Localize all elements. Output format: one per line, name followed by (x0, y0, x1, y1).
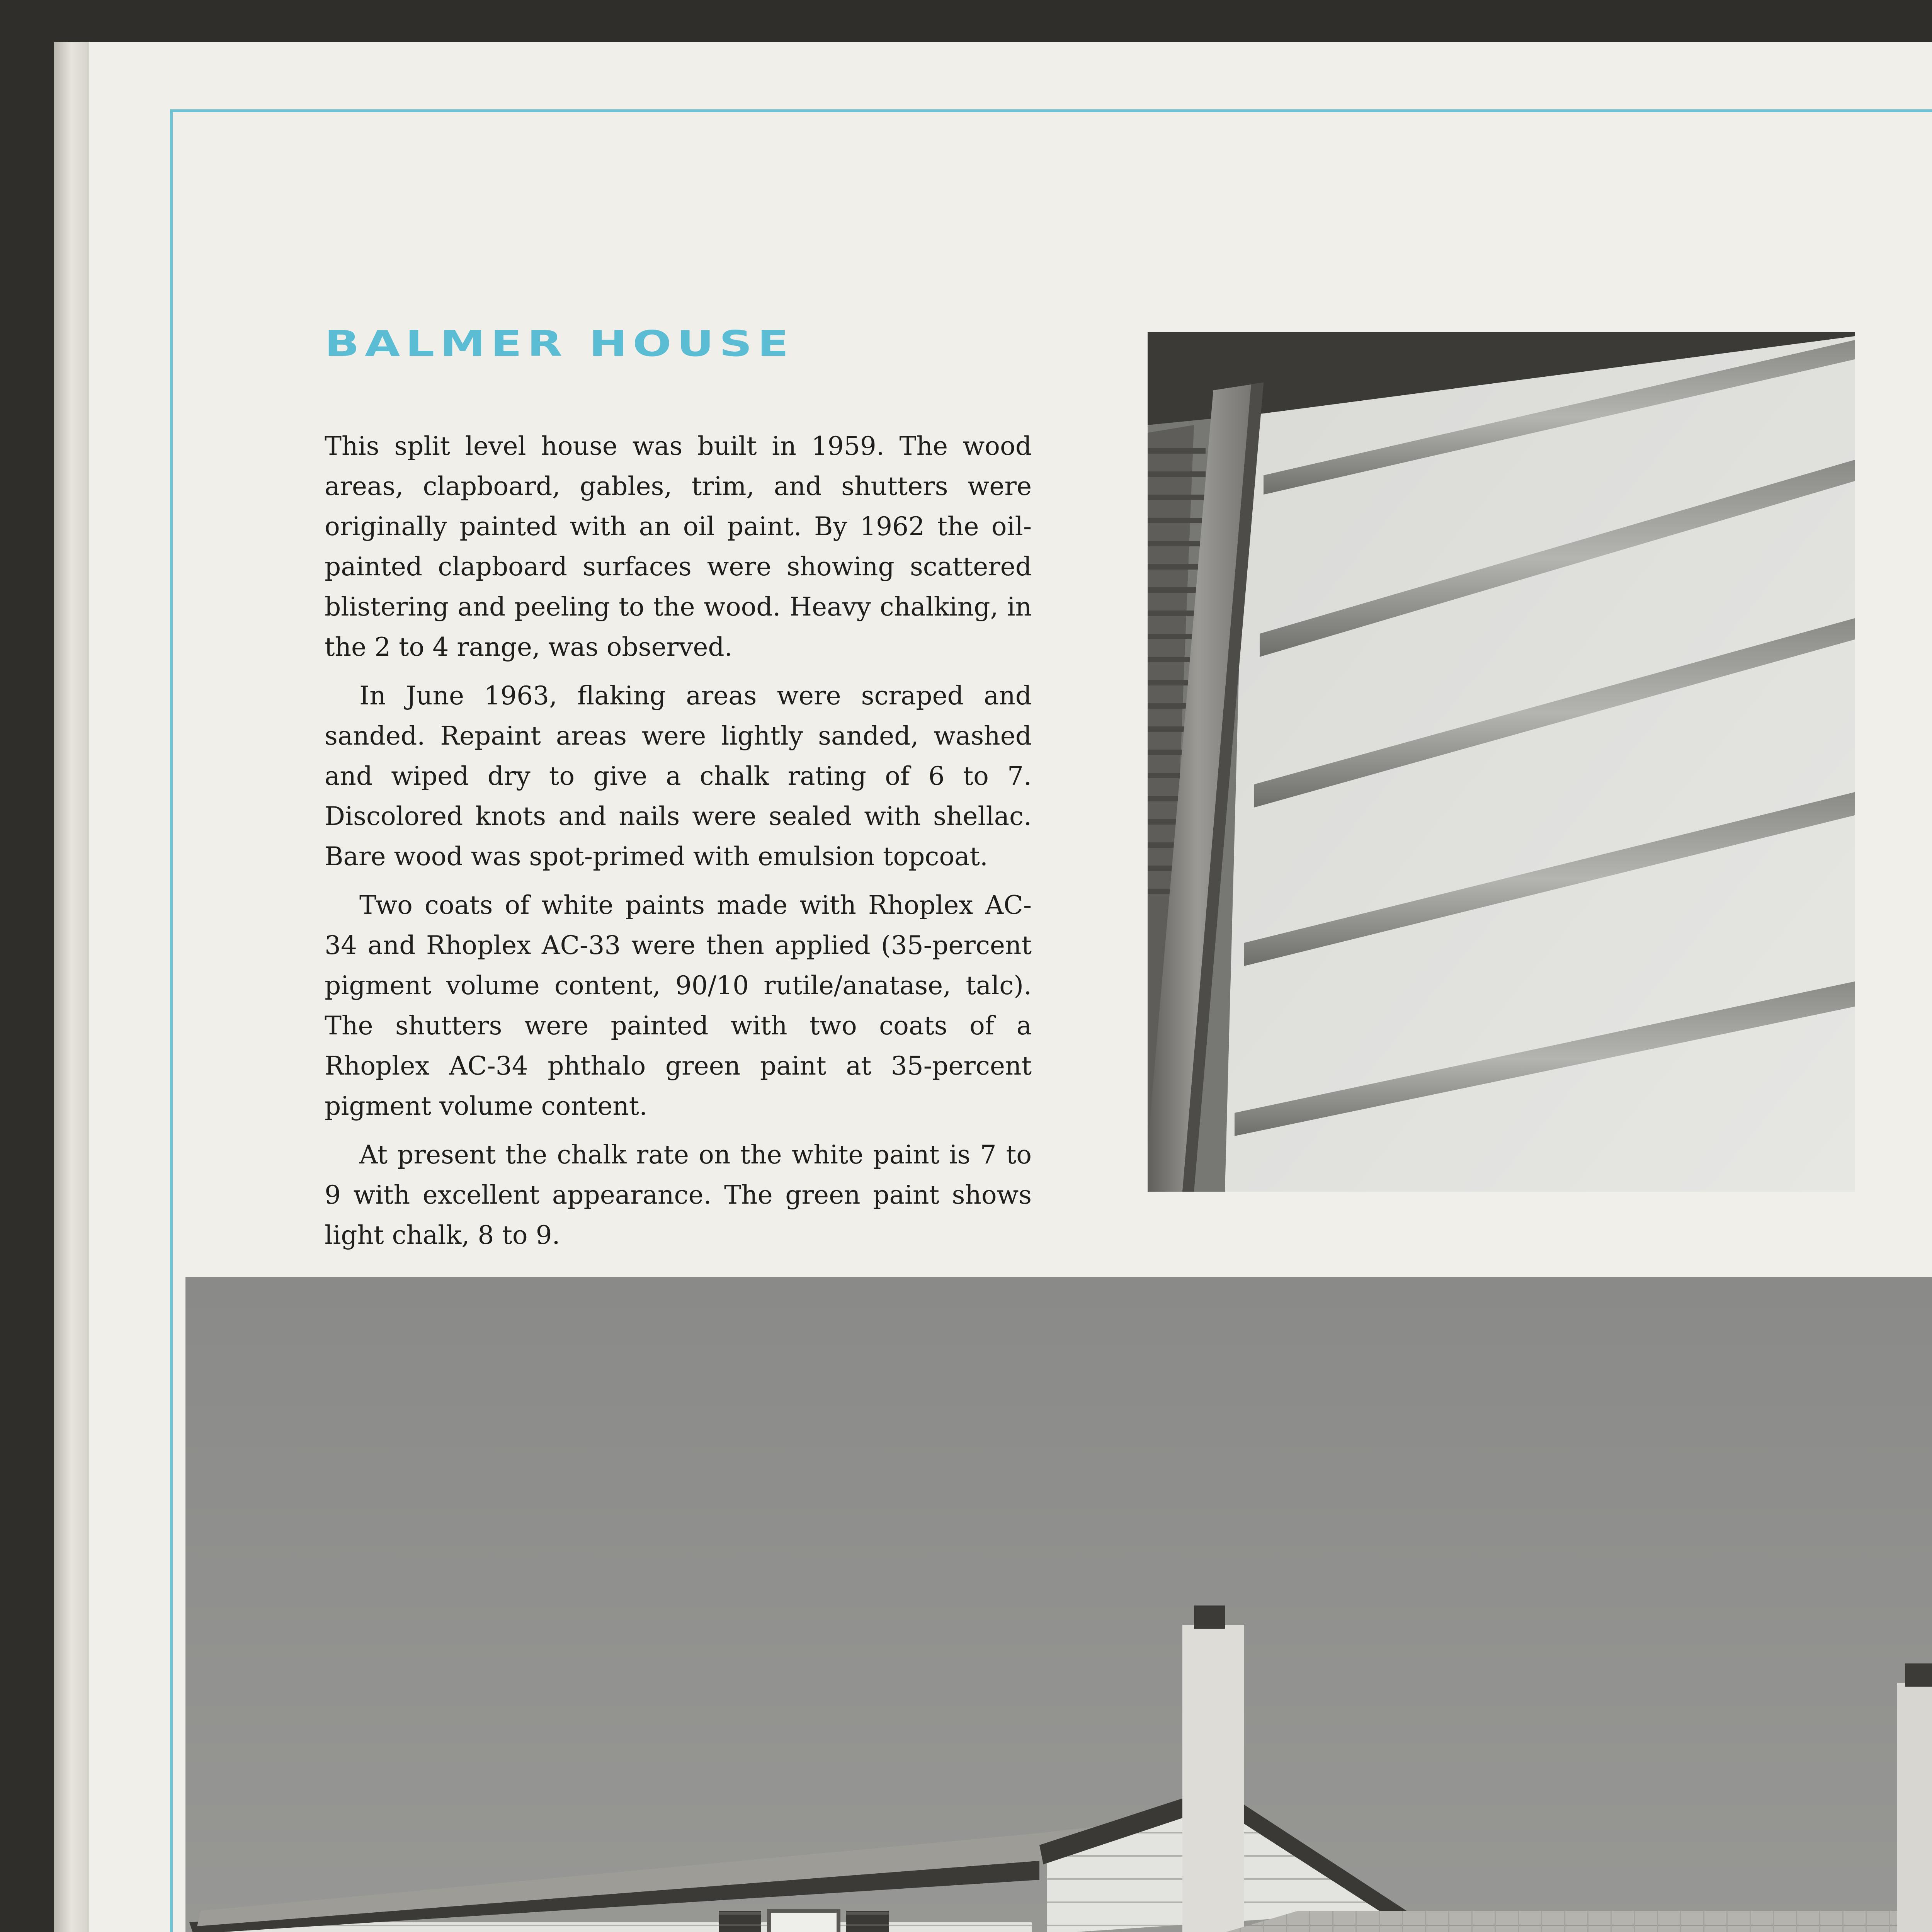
paragraph-application: Two coats of white paints made with Rhoplex AC-34 and Rhoplex AC-33 were then applied (35-percent pigment volume content, 90/10 rutile/anatase, talc). The shutters were painted with two coats of a Rhoplex AC-34 phthalo green paint at 35-percent pigment volume content. (325, 890, 1032, 1121)
photo-railing-detail (1148, 332, 1855, 1192)
article-title: BALMER HOUSE (325, 323, 794, 364)
paragraph-results: At present the chalk rate on the white paint is 7 to 9 with excellent appearance. The green paint shows light chalk, 8 to 9. (325, 1140, 1032, 1250)
book-page (54, 42, 1932, 1932)
paragraph-preparation: In June 1963, flaking areas were scraped and sanded. Repaint areas were lightly sanded, washed and wiped dry to give a chalk rating of 6 to 7. Discolored knots and nails were sealed with shellac. Bare wood was spot-primed with emulsion topcoat. (325, 681, 1032, 871)
page-binding (54, 42, 89, 1932)
photo-balmer-house (185, 1277, 1932, 1932)
railing-detail-image (1148, 332, 1855, 1192)
paragraph-history: This split level house was built in 1959. The wood areas, clapboard, gables, trim, and shutters were originally painted with an oil paint. By 1962 the oil-painted clapboard surfaces were showing scattered blistering and peeling to the wood. Heavy chalking, in the 2 to 4 range, was observed. (325, 431, 1032, 662)
house-image (185, 1277, 1932, 1932)
article-body (325, 426, 1032, 1264)
